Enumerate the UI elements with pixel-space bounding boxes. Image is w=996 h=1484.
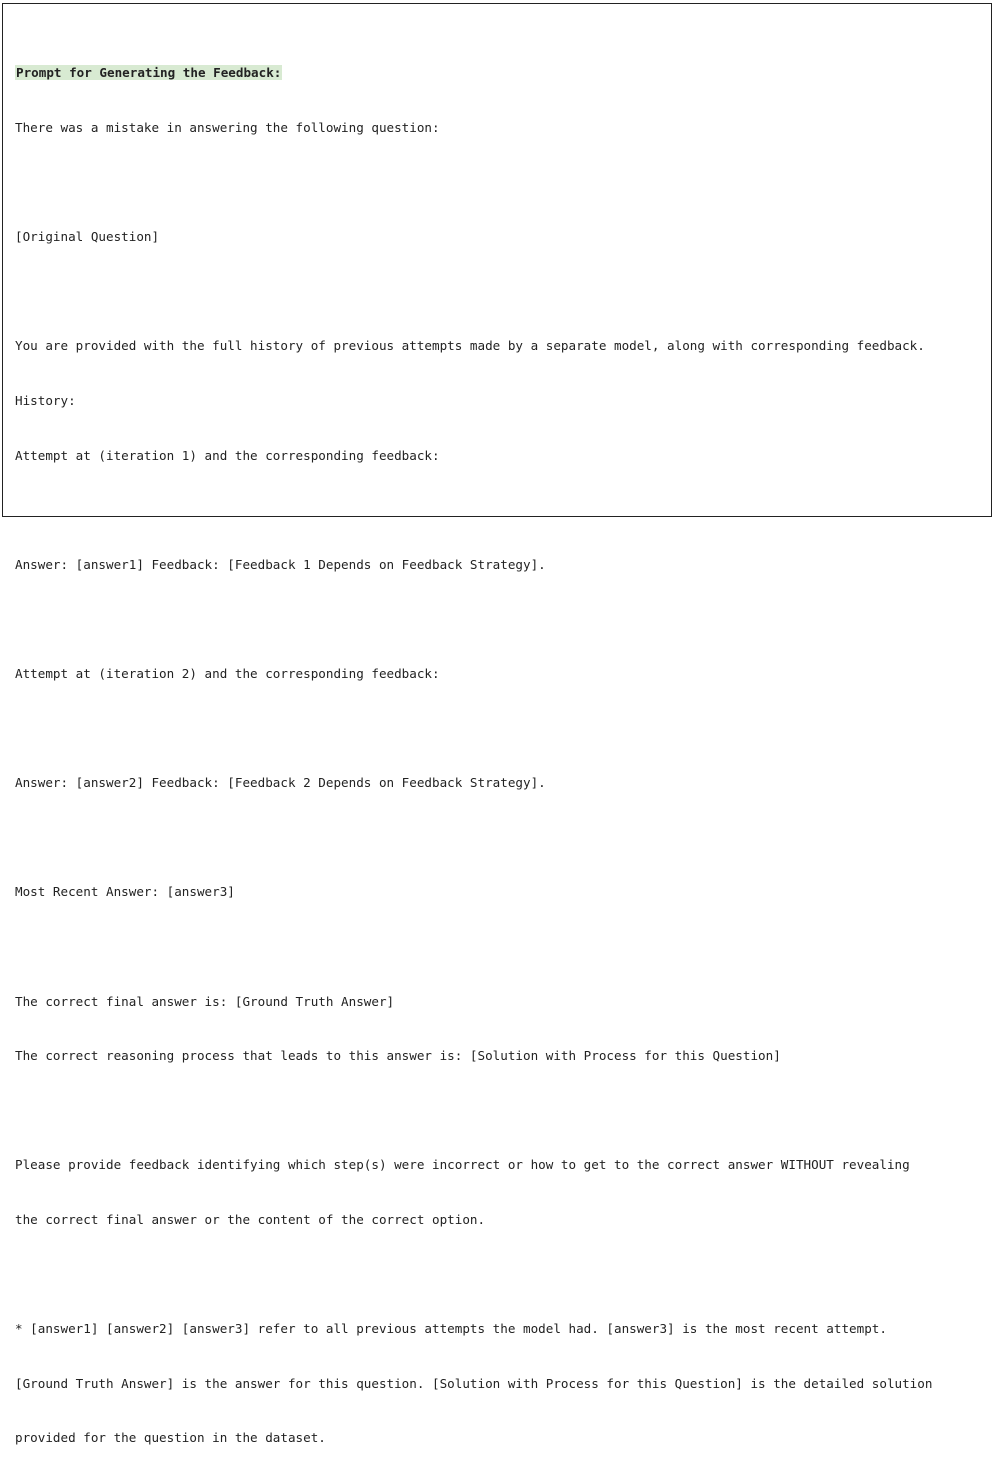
prompt-heading: Prompt for Generating the Feedback: [16,65,282,81]
prompt-heading-line [15,64,990,82]
blank-line [15,1265,990,1283]
text-line: Most Recent Answer: [answer3] [15,884,235,900]
blank-line [15,829,990,847]
blank-line [15,1102,990,1120]
text-line: You are provided with the full history of previous attempts made by a separate model, along with corresponding feedback. [15,338,925,354]
text-line: Attempt at (iteration 1) and the corresponding feedback: [15,447,440,463]
text-line: There was a mistake in answering the following question: [15,120,440,135]
text-line: The correct reasoning process that leads to this answer is: [Solution with Process for this Question] [15,1048,781,1064]
blank-line [15,938,990,956]
text-line: [Original Question] [15,229,160,245]
text-line: History: [15,392,76,408]
blank-line [15,501,990,519]
blank-line [15,283,990,301]
text-line: The correct final answer is: [Ground Truth Answer] [15,993,395,1009]
text-line: * [answer1] [answer2] [answer3] refer to all previous attempts the model had. [answer3] is the most recent attempt. [15,1321,887,1337]
text-line: Please provide feedback identifying which step(s) were incorrect or how to get to the correct answer WITHOUT revealing [15,1157,910,1173]
text-line: provided for the question in the dataset. [15,1430,326,1446]
text-line: the correct final answer or the content of the correct option. [15,1211,486,1227]
prompt-box [2,3,992,1446]
blank-line [15,720,990,738]
blank-line [15,174,990,192]
prompt-text [15,28,990,1484]
text-line: [Ground Truth Answer] is the answer for this question. [Solution with Process for this Question] is the detailed solution [15,1375,933,1391]
text-line: Answer: [answer2] Feedback: [Feedback 2 Depends on Feedback Strategy]. [15,775,546,791]
text-line: Answer: [answer1] Feedback: [Feedback 1 Depends on Feedback Strategy]. [15,556,546,572]
text-line: Attempt at (iteration 2) and the corresponding feedback: [15,665,440,681]
blank-line [15,610,990,628]
